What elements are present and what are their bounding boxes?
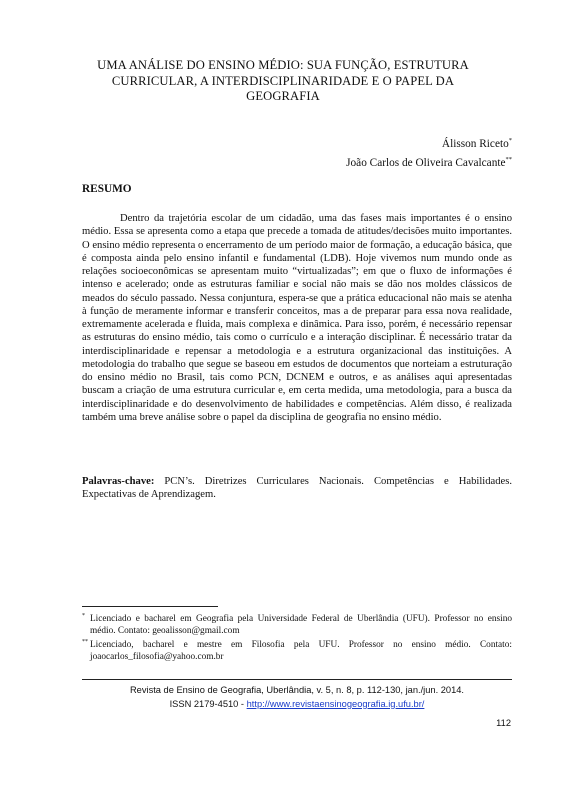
- author-2-footnote-mark: **: [505, 156, 512, 163]
- page-number: 112: [496, 718, 511, 728]
- keywords-label: Palavras-chave:: [82, 476, 155, 487]
- journal-issn-line: [82, 698, 512, 712]
- abstract-heading: RESUMO: [82, 183, 132, 195]
- abstract-body: Dentro da trajetória escolar de um cidadão, uma das fases mais importantes é o ensino médio. Essa se apresenta como a etapa que precede a tomada de atitudes/decisões muito importantes. O ensino médio representa o encerramento de um período maior de formação, a educação básica, que é composta ainda pelo ensino infantil e fundamental (LDB). Hoje vivemos num mundo onde as relações socioeconômicas se apresentam muito “virtualizadas”; em que o fluxo de informações é intenso e acelerado; onde as estruturas familiar e social não mais se dão nos moldes clássicos de meados do século passado. Nessa conjuntura, espera-se que a prática educacional não mais se atenha à função de meramente informar e transferir conceitos, mas a de preparar para essa nova realidade, extremamente acelerada e fluida, mais complexa e dinâmica. Para isso, porém, é necessário repensar as estruturas do ensino médio, tais como o currículo e a interação disciplinar. É necessário tratar da interdisciplinaridade e repensar a metodologia e a estrutura organizacional das instituições. A metodologia do trabalho que segue se baseou em estudos de documentos que norteiam a estruturação do ensino médio no Brasil, tais como PCN, DCNEM e outros, e as análises aqui apresentadas buscam a criação de uma estrutura curricular e, em certa medida, uma metodologia, para a busca da interdisciplinaridade e do desenvolvimento de habilidades e competências. Além disso, é realizada também uma breve análise sobre o papel da disciplina de geografia no ensino médio.: [82, 213, 512, 423]
- journal-citation: Revista de Ensino de Geografia, Uberlândia, v. 5, n. 8, p. 112-130, jan./jun. 2014.: [129, 685, 465, 695]
- footnotes: [82, 613, 512, 665]
- footnote-2: [82, 639, 512, 663]
- journal-footer: [82, 684, 512, 711]
- author-2-name: João Carlos de Oliveira Cavalcante: [346, 157, 506, 169]
- footnote-1-text: Licenciado e bacharel em Geografia pela Universidade Federal de Uberlândia (UFU). Professor no ensino médio. Contato: geoalisson@gmail.com: [90, 614, 512, 636]
- author-2: [212, 152, 512, 171]
- author-1-name: Álisson Riceto: [441, 138, 509, 150]
- author-1: [212, 133, 512, 152]
- footnote-separator: [82, 606, 218, 607]
- paper-title: UMA ANÁLISE DO ENSINO MÉDIO: SUA FUNÇÃO, ESTRUTURA CURRICULAR, A INTERDISCIPLINARIDADE E O PAPEL DA GEOGRAFIA: [97, 58, 469, 103]
- keywords-list: PCN’s. Diretrizes Curriculares Nacionais. Competências e Habilidades. Expectativas de Aprendizagem.: [82, 476, 512, 501]
- journal-separator: [82, 679, 512, 680]
- keywords-paragraph: [82, 475, 512, 502]
- journal-link[interactable]: http://www.revistaensinogeografia.ig.ufu.br/: [246, 698, 425, 709]
- author-1-footnote-mark: *: [508, 137, 512, 144]
- journal-issn: ISSN 2179-4510 -: [169, 698, 247, 709]
- author-block: [212, 133, 512, 171]
- footnote-2-text: Licenciado, bacharel e mestre em Filosofia pela UFU. Professor no ensino médio. Contato: joaocarlos_filosofia@yahoo.com.br: [90, 640, 512, 662]
- footnote-1: [82, 613, 512, 637]
- footnote-1-mark: *: [82, 613, 85, 619]
- footnote-2-mark: **: [82, 639, 88, 645]
